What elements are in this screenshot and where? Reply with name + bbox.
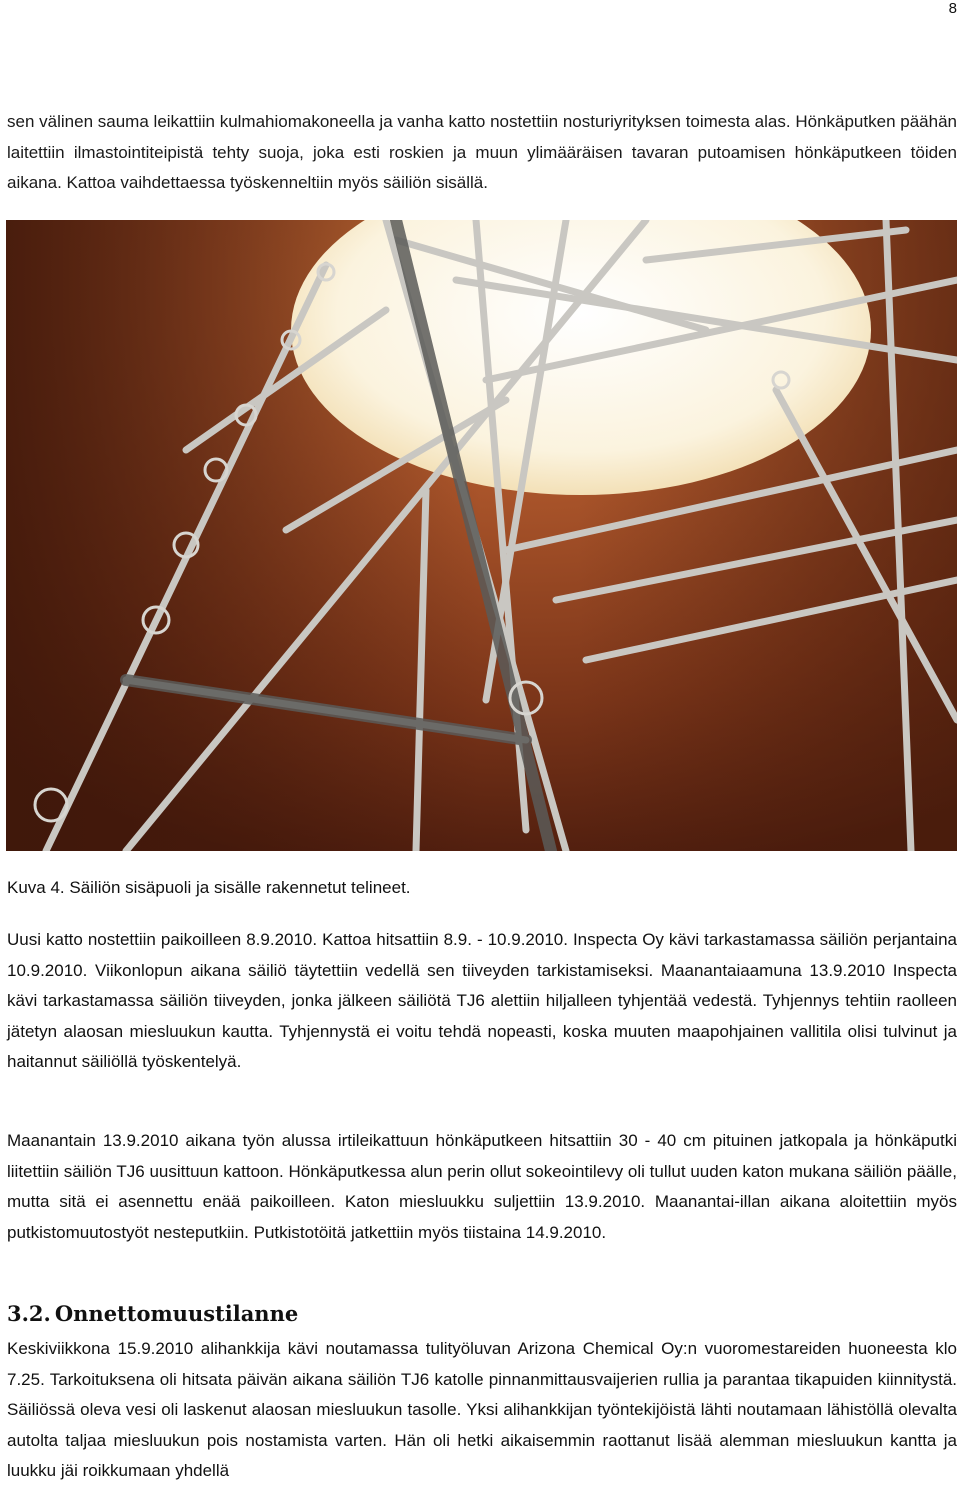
section-title: Onnettomuustilanne (54, 1301, 299, 1326)
paragraph-monday: Maanantain 13.9.2010 aikana työn alussa irtileikattuun hönkäputkeen hitsattiin 30 - 40 cm pituinen jatkopala ja hönkäputki liitettiin säiliön TJ6 uusittuun kattoon. Hönkäputkessa alun perin ollut sokeointilevy oli tullut uuden katon mukana säiliön päälle, mutta sitä ei asennettu enää paikoilleen. Katon miesluukku suljettiin 13.9.2010. Maanantai-illan aikana aloitettiin myös putkistomuutostyöt nesteputkiin. Putkistotöitä jatkettiin myös tiistaina 14.9.2010. (7, 1131, 957, 1242)
page-number: 8 (948, 0, 957, 17)
tank-interior-image (6, 220, 957, 851)
paragraph-accident: Keskiviikkona 15.9.2010 alihankkija kävi noutamassa tulityöluvan Arizona Chemical Oy:n vuoromestareiden huoneesta klo 7.25. Tarkoituksena oli hitsata päivän aikana säiliön TJ6 katolle pinnanmittausvaijerien rullia ja parantaa tikapuiden kiinnitystä. Säiliössä oleva vesi oli laskenut alaosan miesluukun tasolle. Yksi alihankkijan työntekijöistä lähti noutamaan lähistöllä olevalta autolta taljaa miesluukun pois nostamista varten. Hän oli hetki aikaisemmin raottanut lisää alemman miesluukun kantta ja luukku jäi roikkumaan yhdellä (7, 1339, 957, 1480)
section-number: 3.2. (7, 1301, 51, 1326)
paragraph-intro: sen välinen sauma leikattiin kulmahiomakoneella ja vanha katto nostettiin nosturiyrityksen toimesta alas. Hönkäputken päähän laitettiin ilmastointiteipistä tehty suoja, joka esti roskien ja muun ylimääräisen tavaran putoamisen hönkäputkeen töiden aikana. Kattoa vaihdettaessa työskenneltiin myös säiliön sisällä. (7, 112, 957, 192)
section-heading (7, 1300, 298, 1328)
paragraph-roof: Uusi katto nostettiin paikoilleen 8.9.2010. Kattoa hitsattiin 8.9. - 10.9.2010. Inspecta Oy kävi tarkastamassa säiliön perjantaina 10.9.2010. Viikonlopun aikana säiliö täytettiin vedellä sen tiiveyden tarkistamiseksi. Maanantaiaamuna 13.9.2010 Inspecta kävi tarkastamassa säiliön tiiveyden, jonka jälkeen säiliötä TJ6 alettiin hiljalleen tyhjentää vedestä. Tyhjennys tehtiin raolleen jätetyn alaosan miesluukun kautta. Tyhjennystä ei voitu tehdä nopeasti, koska muuten maapohjainen vallitila olisi tulvinut ja haitannut säiliöllä työskentelyä. (7, 930, 957, 1071)
figure-caption: Kuva 4. Säiliön sisäpuoli ja sisälle rakennetut telineet. (7, 878, 411, 897)
photo-tank-interior-scaffolding (6, 220, 957, 851)
